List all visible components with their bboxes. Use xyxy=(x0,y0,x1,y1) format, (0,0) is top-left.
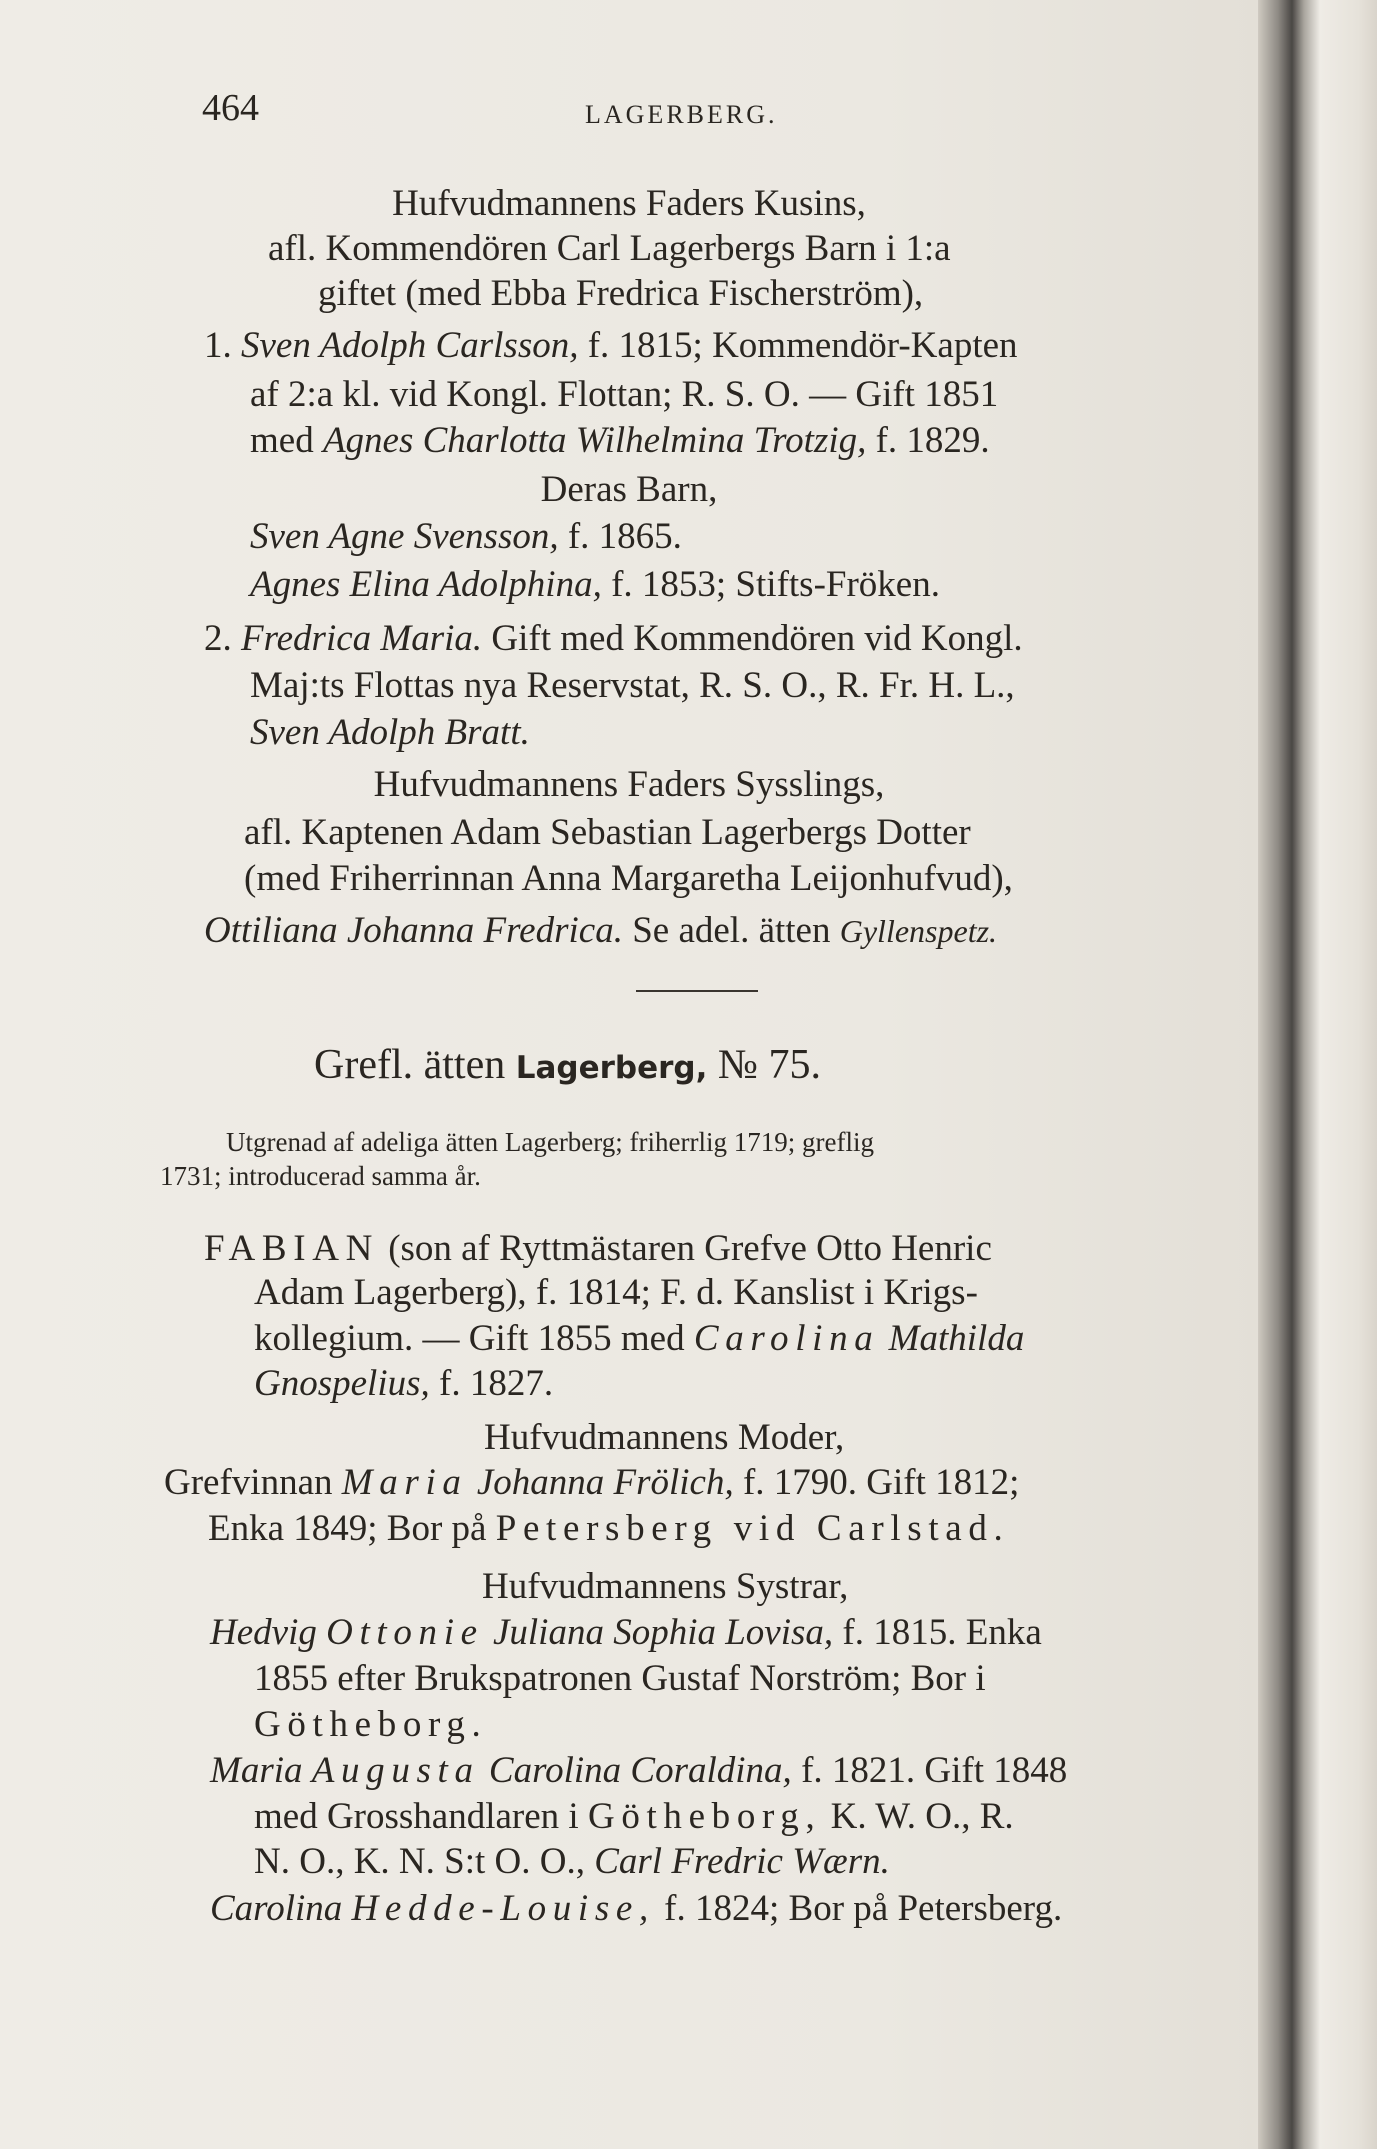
person-name: Agnes Elina Adolphina, xyxy=(250,564,602,605)
text-line: Adam Lagerberg), f. 1814; F. d. Kanslist i Krigs- xyxy=(254,1272,978,1313)
person-name: Ottiliana Johanna Fredrica. xyxy=(204,910,623,951)
text: Se adel. ätten xyxy=(632,910,831,951)
text-line xyxy=(254,1320,1024,1357)
head-entry xyxy=(204,1230,992,1267)
text: f. 1815. Enka xyxy=(842,1612,1042,1653)
sister-entry xyxy=(210,1614,1042,1651)
text: med xyxy=(250,420,314,461)
running-title: LAGERBERG. xyxy=(585,100,778,129)
intro-line: 1731; introducerad samma år. xyxy=(160,1161,481,1191)
entry-number: 1. xyxy=(204,325,232,366)
person-name: Juliana Sophia Lovisa, xyxy=(492,1612,834,1653)
text: f. 1821. Gift 1848 xyxy=(801,1750,1068,1791)
text: f. 1824; Bor på Petersberg. xyxy=(664,1888,1063,1929)
text-line xyxy=(254,1365,553,1402)
sister-entry xyxy=(210,1890,1062,1927)
heading-moder: Hufvudmannens Moder, xyxy=(484,1417,845,1458)
person-name: Maria xyxy=(210,1750,303,1791)
text: Enka 1849; Bor på xyxy=(208,1508,487,1549)
text: f. 1790. Gift 1812; xyxy=(742,1462,1020,1503)
text-line: 1855 efter Brukspatronen Gustaf Norström; Bor i xyxy=(254,1658,986,1699)
name-text: Sven Adolph Bratt. xyxy=(250,712,530,753)
entry-text: Gift med Kommendören vid Kongl. xyxy=(491,618,1023,659)
person-name: Fredrica Maria. xyxy=(241,618,483,659)
person-name: Gnospelius, xyxy=(254,1363,430,1404)
text-line xyxy=(250,422,990,459)
person-name: Carolina xyxy=(693,1318,880,1359)
person-name xyxy=(250,714,530,751)
place-name: Götheborg, xyxy=(587,1796,822,1837)
text: med Grosshandlaren i xyxy=(254,1796,579,1837)
person-name: Maria xyxy=(341,1462,468,1503)
place-name: Götheborg. xyxy=(254,1704,488,1745)
sister-entry xyxy=(210,1752,1067,1789)
text-line xyxy=(208,1510,1009,1547)
person-name: Sven Agne Svensson, xyxy=(250,516,559,557)
book-gutter xyxy=(1258,0,1377,2149)
text-line: af 2:a kl. vid Kongl. Flottan; R. S. O. — Gift 1851 xyxy=(250,374,999,415)
entry-text: f. 1815; Kommendör-Kapten xyxy=(587,325,1018,366)
text-line: (med Friherrinnan Anna Margaretha Leijonhufvud), xyxy=(244,858,1013,899)
section-divider xyxy=(636,990,758,992)
child-2 xyxy=(250,566,940,603)
entry-1 xyxy=(204,327,1018,364)
text: (son af Ryttmästaren Grefve Otto Henric xyxy=(388,1228,992,1269)
family-name: Lagerberg, xyxy=(515,1050,708,1086)
text-line: giftet (med Ebba Fredrica Fischerström), xyxy=(318,273,924,314)
entry-2 xyxy=(204,620,1023,657)
text-line xyxy=(254,1798,1014,1835)
text: f. 1853; Stifts-Fröken. xyxy=(611,564,940,605)
heading-deras-barn: Deras Barn, xyxy=(540,469,718,510)
person-name: Hedde-Louise, xyxy=(351,1888,655,1929)
person-name: Ottonie xyxy=(326,1612,484,1653)
text-line xyxy=(164,1464,1019,1501)
text: K. W. O., R. xyxy=(830,1796,1014,1837)
text-line: Maj:ts Flottas nya Reservstat, R. S. O., R. Fr. H. L., xyxy=(250,665,1015,706)
intro-line: Utgrenad af adeliga ätten Lagerberg; friherrlig 1719; greflig xyxy=(226,1127,874,1157)
text: kollegium. — Gift 1855 med xyxy=(254,1318,685,1359)
heading-systrar: Hufvudmannens Systrar, xyxy=(482,1566,849,1607)
person-name: Hedvig xyxy=(210,1612,317,1653)
title-text: Grefl. ätten xyxy=(314,1042,506,1088)
person-name: Sven Adolph Carlsson, xyxy=(241,325,579,366)
text: Grefvinnan xyxy=(164,1462,333,1503)
person-name: Agnes Charlotta Wilhelmina Trotzig, xyxy=(322,420,867,461)
page-number: 464 xyxy=(202,87,259,129)
text-line: afl. Kaptenen Adam Sebastian Lagerbergs Dotter xyxy=(244,812,971,853)
text: f. 1829. xyxy=(875,420,990,461)
text: N. O., K. N. S:t O. O., xyxy=(254,1841,585,1882)
text: f. 1827. xyxy=(439,1363,554,1404)
entry-number: 2. xyxy=(204,618,232,659)
person-name: Carl Fredric Wærn. xyxy=(594,1841,890,1882)
text-line: afl. Kommendören Carl Lagerbergs Barn i 1:a xyxy=(268,228,951,269)
person-name: Augusta xyxy=(311,1750,480,1791)
section-title xyxy=(314,1044,821,1086)
person-name: Mathilda xyxy=(888,1318,1025,1359)
text-line xyxy=(204,912,997,949)
person-name: Carolina xyxy=(210,1888,343,1929)
heading-faders-sysslings: Hufvudmannens Faders Sysslings, xyxy=(373,764,885,805)
text-line xyxy=(254,1843,890,1880)
child-1 xyxy=(250,518,682,555)
heading-faders-kusins: Hufvudmannens Faders Kusins, xyxy=(392,183,866,224)
family-number: № 75. xyxy=(717,1042,821,1088)
text: f. 1865. xyxy=(567,516,682,557)
person-name: Carolina Coraldina, xyxy=(488,1750,792,1791)
head-name: FABIAN xyxy=(204,1228,379,1269)
person-name: Johanna Frölich, xyxy=(476,1462,734,1503)
place-name: Petersberg vid Carlstad. xyxy=(495,1508,1010,1549)
cross-reference: Gyllenspetz. xyxy=(839,913,998,949)
